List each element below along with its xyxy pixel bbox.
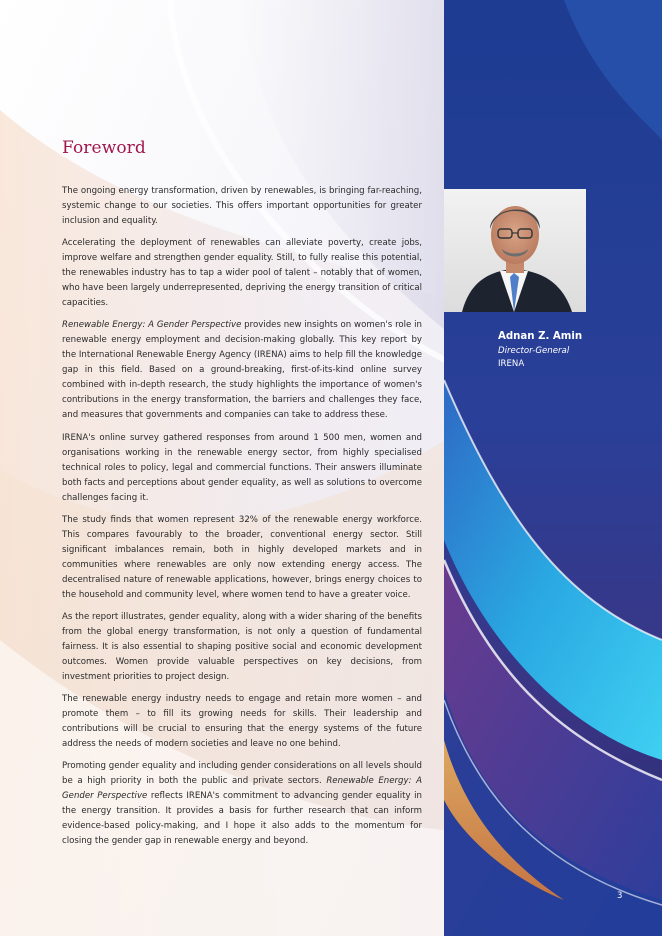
paragraph-text: The study finds that women represent 32% of the renewable energy workforce. This compares favourably to the broader, conventional energy sector. Still significant imbalances remain, both in highly developed markets and in communities where renewables are only now extending energy access. The decentralised nature of renewable applications, however, brings energy choices to the household and community level, where women tend to have a greater voice. xyxy=(62,514,422,600)
body-paragraph xyxy=(62,759,422,849)
body-paragraph xyxy=(62,692,422,752)
body-paragraph xyxy=(62,513,422,603)
background-swirl-right xyxy=(444,0,662,936)
body-paragraph xyxy=(62,184,422,229)
paragraph-text: IRENA's online survey gathered responses from around 1 500 men, women and organisations working in the renewable energy sector, from highly specialised technical roles to policy, legal and commercial functions. Their answers illuminate both facts and perceptions about gender equality, as well as solutions to overcome challenges facing it. xyxy=(62,432,422,503)
signatory-title: Director-General xyxy=(498,346,570,356)
signature-block xyxy=(498,331,582,369)
page-title: Foreword xyxy=(62,138,146,158)
paragraph-text: reflects IRENA's commitment to advancing gender equality in the energy transition. It provides a basis for further research that can inform evidence-based policy-making, and I hope it also adds to the momentum for closing the gender gap in renewable energy and beyond. xyxy=(62,791,422,847)
body-paragraph xyxy=(62,610,422,685)
portrait-photo xyxy=(444,189,586,312)
paragraph-text: Accelerating the deployment of renewables can alleviate poverty, create jobs, improve welfare and strengthen gender equality. Still, to fully realise this potential, the renewables industry has to tap a wider pool of talent – notably that of women, who have been largely underrepresented, depriving the energy transition of critical capacities. xyxy=(62,238,422,309)
paragraph-text: The renewable energy industry needs to engage and retain more women – and promote them – to fill its growing needs for skills. Their leadership and contributions will be crucial to ensuring that the energy systems of the future address the needs of modern societies and leave no one behind. xyxy=(62,694,422,750)
paragraph-text: As the report illustrates, gender equality, along with a wider sharing of the benefits from the global energy transformation, is not only a question of fundamental fairness. It is also essential to shaping positive social and economic development outcomes. Women provide valuable perspectives on key decisions, from investment priorities to project design. xyxy=(62,611,422,682)
page-number: 3 xyxy=(617,891,623,901)
paragraph-text: Promoting gender equality and including gender considerations on all levels should be a high priority in both the public and private sectors. xyxy=(62,761,422,787)
signatory-name: Adnan Z. Amin xyxy=(498,331,583,342)
foreword-body xyxy=(62,184,422,857)
body-paragraph xyxy=(62,318,422,423)
paragraph-text: The ongoing energy transformation, driven by renewables, is bringing far-reaching, systemic change to our societies. This offers important opportunities for greater inclusion and equality. xyxy=(62,186,422,226)
body-paragraph xyxy=(62,236,422,311)
report-title-italic: Renewable Energy: A Gender Perspective xyxy=(62,776,422,802)
paragraph-text: provides new insights on women's role in renewable energy employment and decision-making globally. This key report by the International Renewable Energy Agency (IRENA) aims to help fill the knowledge gap in this field. Based on a ground-breaking, first-of-its-kind online survey combined with in-depth research, the study highlights the importance of women's contributions in the energy transformation, the barriers and challenges they face, and measures that governments and companies can take to address these. xyxy=(62,320,422,421)
report-title-italic: Renewable Energy: A Gender Perspective xyxy=(62,320,242,331)
signatory-organisation: IRENA xyxy=(498,359,525,369)
body-paragraph xyxy=(62,431,422,506)
